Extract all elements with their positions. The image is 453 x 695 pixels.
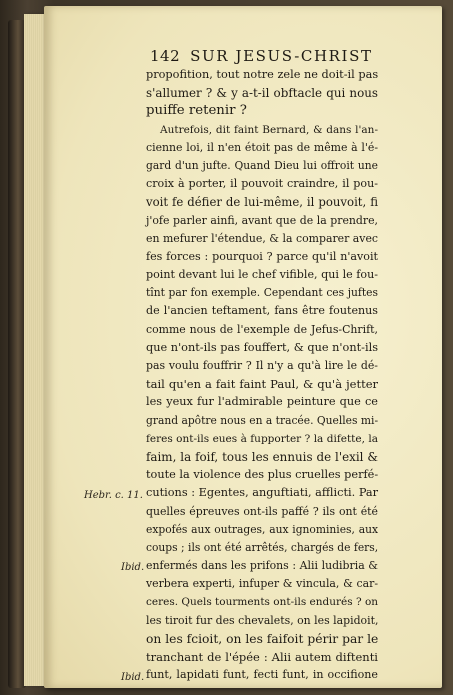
text-line: grand apôtre nous en a tracée. Quelles mi- xyxy=(146,413,379,427)
text-line: quelles épreuves ont-ils paffé ? ils ont été xyxy=(146,504,378,518)
text-line: en mefurer l'étendue, & la comparer avec xyxy=(146,231,378,245)
text-line: on les fcioit, on les faifoit périr par le xyxy=(146,631,379,646)
text-line: verbera experti, infuper & vincula, & car- xyxy=(146,577,378,591)
text-line: funt, lapidati funt, fecti funt, in occifione xyxy=(146,668,378,682)
text-line: ceres. Quels tourments ont-ils endurés ? on xyxy=(146,596,379,609)
text-line: cutions : Egentes, anguftiati, afflicti. Par xyxy=(146,486,379,500)
text-line: les tiroit fur des chevalets, on les lapidoit, xyxy=(146,613,379,627)
page-header xyxy=(150,47,380,65)
text-line: comme nous de l'exemple de Jefus-Chrift, xyxy=(146,322,378,336)
text-line: cienne loi, il n'en étoit pas de même à l'é- xyxy=(146,140,378,154)
text-line: tînt par fon exemple. Cependant ces juftes xyxy=(146,286,378,300)
page-number: 142 xyxy=(150,47,181,65)
text-line: feres ont-ils eues à fupporter ? la difette, la xyxy=(146,432,378,445)
body-text xyxy=(146,66,378,684)
text-line: faim, la foif, tous les ennuis de l'exil & xyxy=(146,449,378,464)
text-line: voit fe défier de lui-même, il pouvoit, fi xyxy=(146,195,378,210)
text-line: toute la violence des plus cruelles perfé- xyxy=(146,468,379,482)
text-line: tail qu'en a fait faint Paul, & qu'à jetter xyxy=(146,377,378,392)
text-line: coups ; ils ont été arrêtés, chargés de fers, xyxy=(146,540,379,554)
text-line: puiffe retenir ? xyxy=(146,103,247,119)
text-line: s'allumer ? & y a-t-il obftacle qui nous xyxy=(146,86,378,101)
text-line: que n'ont-ils pas fouffert, & que n'ont-ils xyxy=(146,340,378,354)
text-line: expofés aux outrages, aux ignominies, aux xyxy=(146,522,378,536)
text-line: propofition, tout notre zele ne doit-il pas xyxy=(146,68,379,81)
text-line: les yeux fur l'admirable peinture que ce xyxy=(146,395,378,409)
text-line: de l'ancien teftament, fans être foutenus xyxy=(146,304,378,318)
text-line: point devant lui le chef vifible, qui le fou- xyxy=(146,268,378,282)
page-stack-edge xyxy=(24,14,46,686)
running-title: SUR JESUS-CHRIST xyxy=(190,47,373,65)
margin-reference: Hebr. c. 11. xyxy=(84,489,143,501)
margin-reference: Ibid. xyxy=(121,671,145,683)
margin-reference: Ibid. xyxy=(121,562,145,574)
text-line: croix à porter, il pouvoit craindre, il pou- xyxy=(146,177,378,191)
text-line: enfermés dans les prifons : Alii ludibria & xyxy=(146,559,378,573)
text-line: tranchant de l'épée : Alii autem diftenti xyxy=(146,650,378,664)
text-line: Autrefois, dit faint Bernard, & dans l'an- xyxy=(160,123,378,136)
text-line: gard d'un jufte. Quand Dieu lui offroit une xyxy=(146,158,378,172)
text-line: j'ofe parler ainfi, avant que de la prendre, xyxy=(146,213,378,227)
text-line: fes forces : pourquoi ? parce qu'il n'avoit xyxy=(146,249,378,263)
text-line: pas voulu fouffrir ? Il n'y a qu'à lire le dé- xyxy=(146,359,378,372)
